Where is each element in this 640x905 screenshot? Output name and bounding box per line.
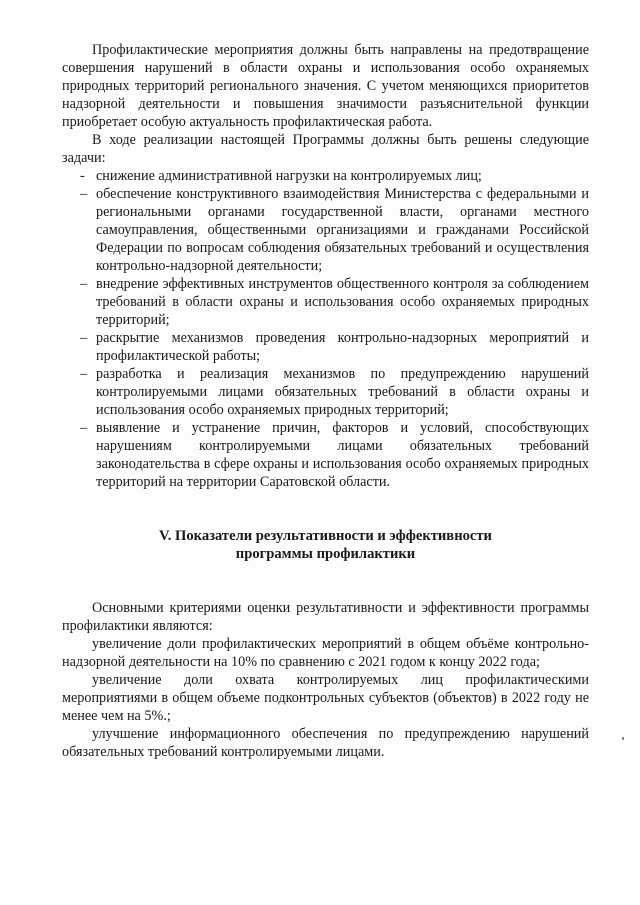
list-dash: – xyxy=(80,186,88,202)
list-item xyxy=(62,185,589,275)
list-item-text: разработка и реализация механизмов по предупреждению нарушений контролируемыми лицами обязательных требований в области охраны и использования особо охраняемых природных территорий; xyxy=(96,366,589,418)
list-item xyxy=(62,365,589,419)
list-item-text: внедрение эффективных инструментов общественного контроля за соблюдением требований в области охраны и использования особо охраняемых природных территорий; xyxy=(96,276,589,328)
list-dash: – xyxy=(80,330,88,346)
scan-speck xyxy=(622,737,624,740)
tasks-intro-paragraph: В ходе реализации настоящей Программы должны быть решены следующие задачи: xyxy=(62,132,589,166)
criteria-paragraph: увеличение доли охвата контролируемых лиц профилактическими мероприятиями в общем объеме подконтрольных субъектов (объектов) в 2022 году не менее чем на 5%.; xyxy=(62,672,589,724)
criteria-intro-paragraph: Основными критериями оценки результативности и эффективности программы профилактики являются: xyxy=(62,600,589,634)
section-heading-line-1: V. Показатели результативности и эффективности xyxy=(159,528,492,544)
list-item-text: раскрытие механизмов проведения контрольно-надзорных мероприятий и профилактической работы; xyxy=(96,330,589,364)
criteria-paragraph: улучшение информационного обеспечения по предупреждению нарушений обязательных требований контролируемыми лицами. xyxy=(62,726,589,760)
list-item xyxy=(62,329,589,365)
list-item xyxy=(62,275,589,329)
list-item xyxy=(62,419,589,491)
list-dash: - xyxy=(80,168,85,184)
list-dash: – xyxy=(80,420,88,436)
section-heading-line-2: программы профилактики xyxy=(235,546,416,562)
list-dash: – xyxy=(80,276,88,292)
criteria-paragraph: увеличение доли профилактических мероприятий в общем объёме контрольно-надзорной деятельности на 10% по сравнению с 2021 годом к концу 2022 года; xyxy=(62,636,589,670)
section-heading xyxy=(62,527,589,563)
list-item-text: выявление и устранение причин, факторов и условий, способствующих нарушениям контролируемыми лицами обязательных требований законодательства в сфере охраны и использования особо охраняемых природных территорий на территории Саратовской области. xyxy=(96,420,589,490)
list-item-text: обеспечение конструктивного взаимодействия Министерства с федеральными и региональными органами государственной власти, органами местного самоуправления, общественными организациями и гражданами Российской Федерации по вопросам соблюдения обязательных требований и осуществления контрольно-надзорной деятельности; xyxy=(96,186,589,274)
list-item-text: снижение административной нагрузки на контролируемых лиц; xyxy=(96,168,482,184)
tasks-list xyxy=(62,167,589,491)
document-body xyxy=(62,41,589,761)
intro-paragraph: Профилактические мероприятия должны быть направлены на предотвращение совершения нарушений в области охраны и использования особо охраняемых природных территорий регионального значения. С учетом меняющихся приоритетов надзорной деятельности и повышения значимости разъяснительной функции приобретает особую актуальность профилактическая работа. xyxy=(62,42,589,130)
list-item xyxy=(62,167,589,185)
list-dash: – xyxy=(80,366,88,382)
